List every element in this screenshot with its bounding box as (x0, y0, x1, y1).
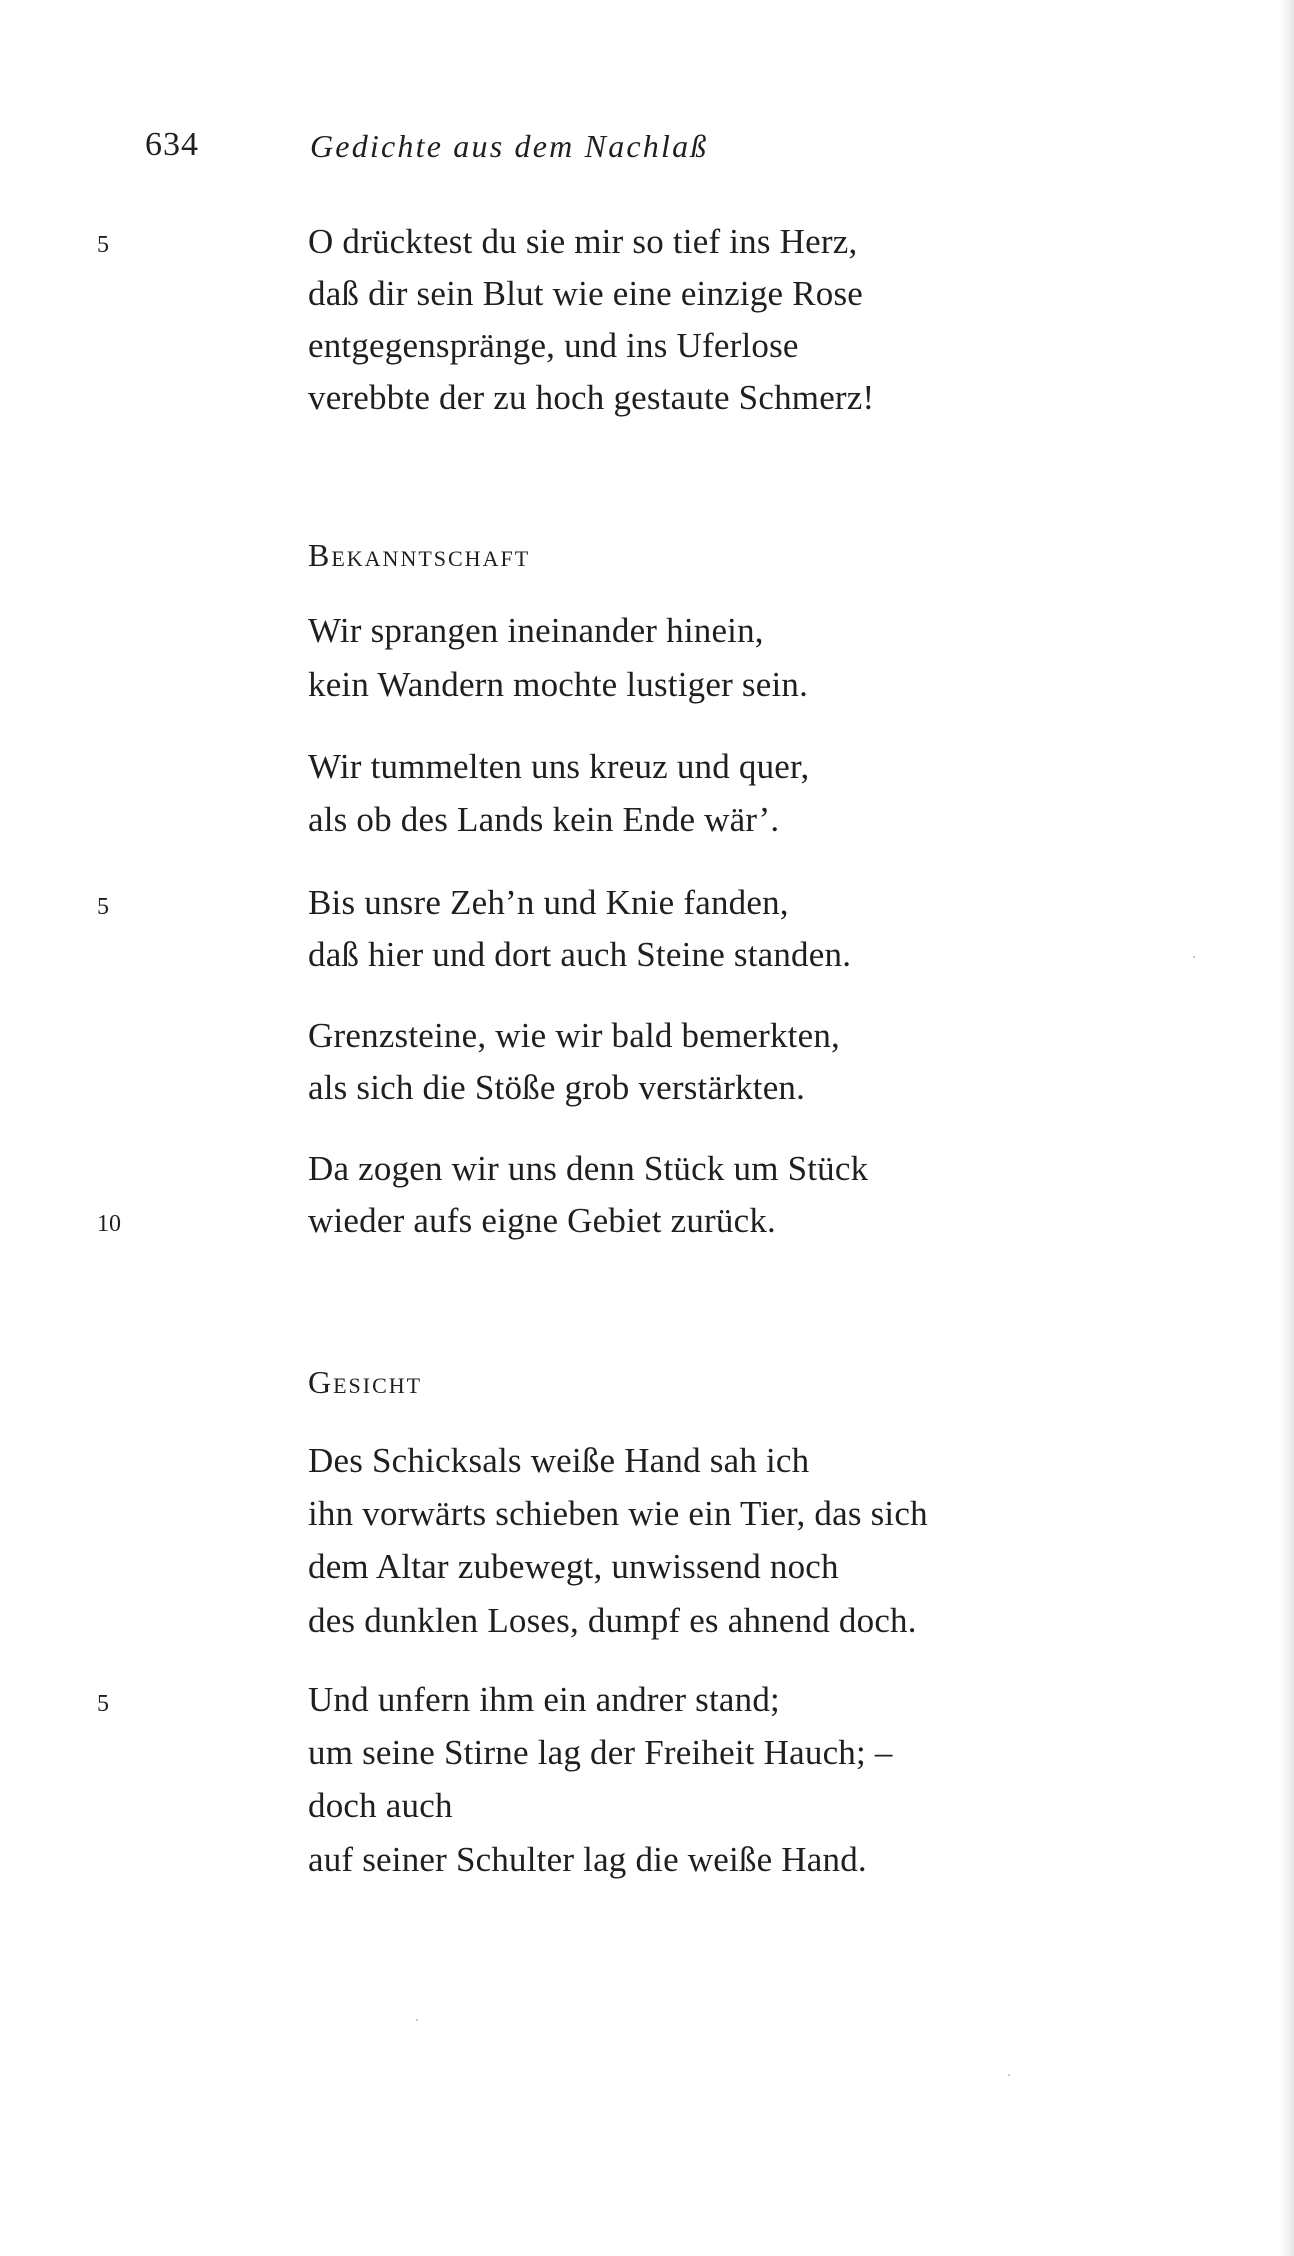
poem-title: Bekanntschaft (308, 537, 531, 573)
verse-line: des dunklen Loses, dumpf es ahnend doch. (308, 1601, 917, 1640)
line-number: 10 (97, 1211, 121, 1237)
verse-line: wieder aufs eigne Gebiet zurück. (308, 1201, 776, 1240)
page-edge-shadow (1280, 0, 1294, 2256)
verse-line: Des Schicksals weiße Hand sah ich (308, 1441, 810, 1480)
verse-line: entgegenspränge, und ins Uferlose (308, 326, 799, 365)
verse-line: dem Altar zubewegt, unwissend noch (308, 1547, 839, 1586)
verse-line: Wir sprangen ineinander hinein, (308, 611, 764, 650)
verse-line: verebbte der zu hoch gestaute Schmerz! (308, 378, 875, 417)
scan-speck (416, 2019, 418, 2021)
line-number: 5 (97, 232, 109, 258)
verse-line: kein Wandern mochte lustiger sein. (308, 665, 809, 704)
verse-line: daß dir sein Blut wie eine einzige Rose (308, 274, 864, 313)
verse-line: um seine Stirne lag der Freiheit Hauch; – (308, 1733, 893, 1772)
verse-line: Grenzsteine, wie wir bald bemerkten, (308, 1016, 840, 1055)
verse-line: als sich die Stöße grob verstärkten. (308, 1068, 806, 1107)
verse-line: als ob des Lands kein Ende wär’. (308, 800, 780, 839)
line-number: 5 (97, 894, 109, 920)
verse-line: O drücktest du sie mir so tief ins Herz, (308, 222, 858, 261)
verse-line: Und unfern ihm ein andrer stand; (308, 1680, 780, 1719)
verse-line: Bis unsre Zeh’n und Knie fanden, (308, 883, 789, 922)
page-number: 634 (145, 126, 199, 163)
verse-line: ihn vorwärts schieben wie ein Tier, das sich (308, 1494, 928, 1533)
scan-speck (1008, 2074, 1010, 2076)
running-head: Gedichte aus dem Nachlaß (310, 128, 709, 164)
verse-line: doch auch (308, 1786, 453, 1825)
line-number: 5 (97, 1691, 109, 1717)
verse-line: Wir tummelten uns kreuz und quer, (308, 747, 810, 786)
scan-speck (1193, 956, 1195, 958)
verse-line: Da zogen wir uns denn Stück um Stück (308, 1149, 869, 1188)
verse-line: daß hier und dort auch Steine standen. (308, 935, 852, 974)
poem-title: Gesicht (308, 1364, 423, 1400)
verse-line: auf seiner Schulter lag die weiße Hand. (308, 1840, 867, 1879)
